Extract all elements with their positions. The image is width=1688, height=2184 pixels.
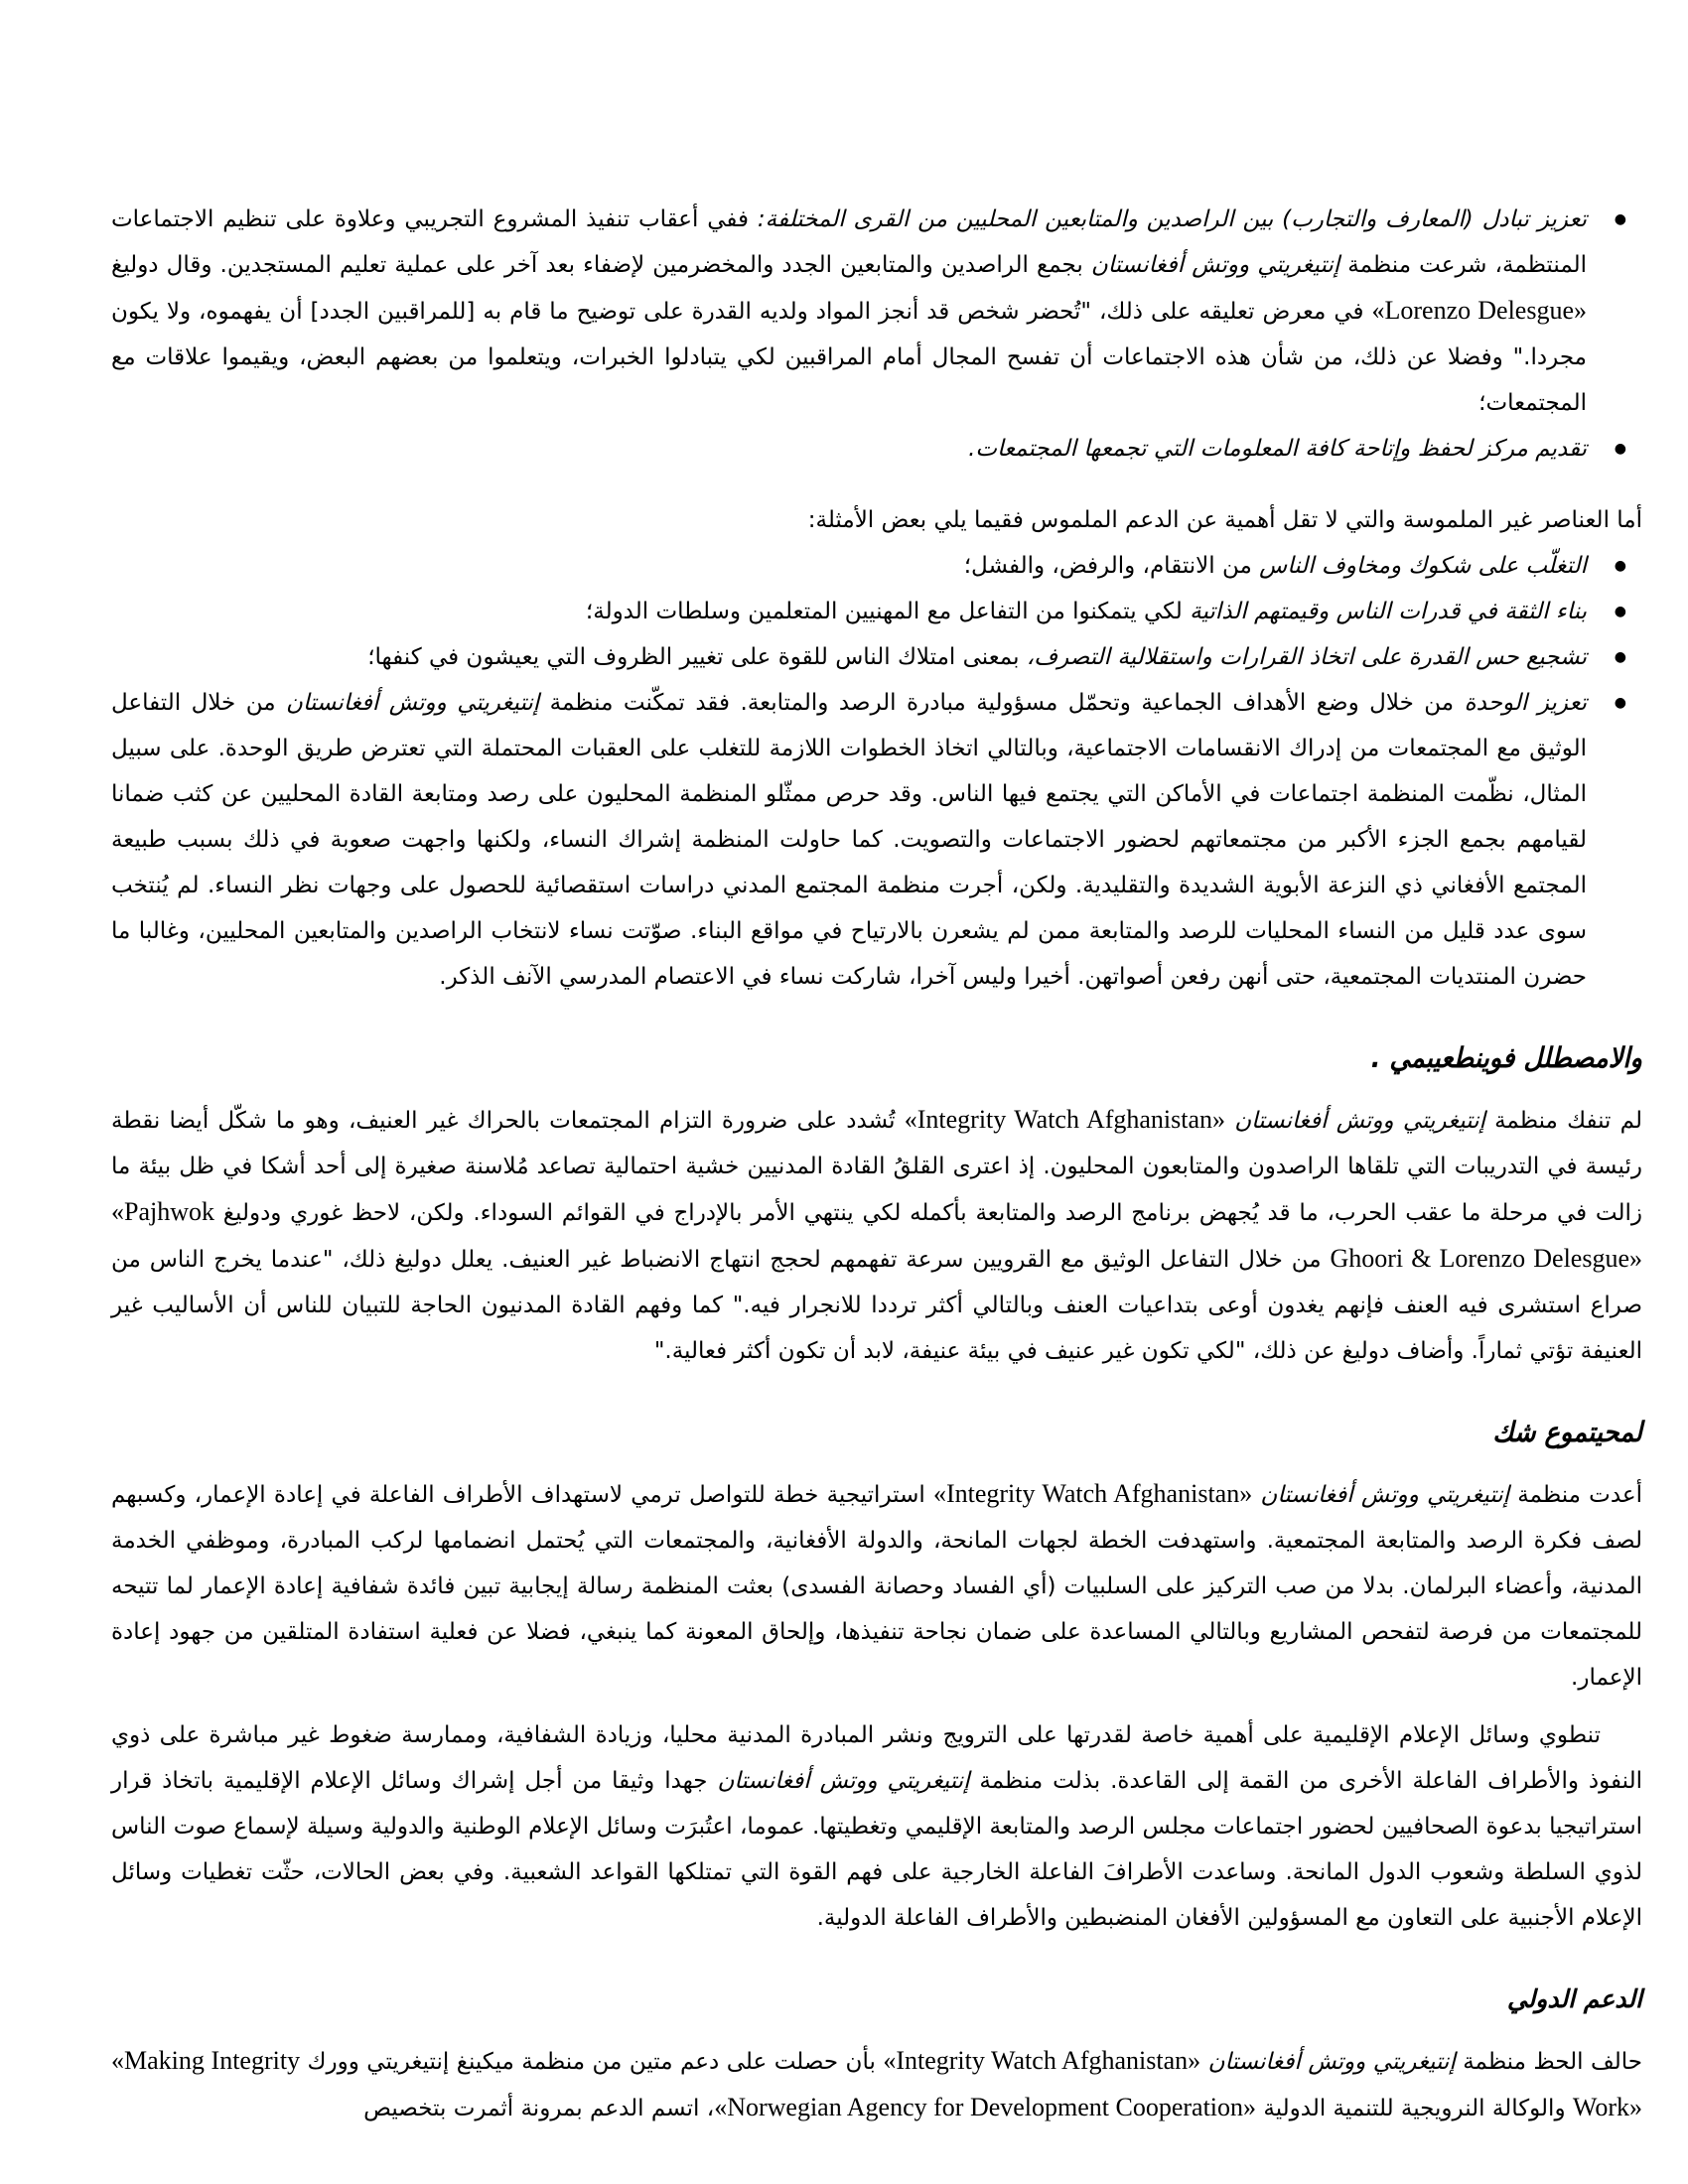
section-heading: والامصطلل فوينطعيبمي . <box>1370 1041 1642 1074</box>
paragraph <box>111 1471 1642 1701</box>
bullet-text <box>111 680 1587 1000</box>
text-run: تُشدد على ضرورة التزام المجتمعات بالحراك غير العنيف، وهو ما شكّل أيضا نقطة رئيسة في التدريبات التي تلقاها الراصدون والمتابعون المحليون. إذ اعترى القلقُ القادة المدنيين خشية احتمالية تصاعد مُلاسنة صغيرة إلى أحد أشكا في ظل بيئة ما زالت في مرحلة ما عقب الحرب، ما قد يُجهض برنامج الرصد والمتابعة بأكمله لكي ينتهي الأمر بالإدراج في القوائم السوداء. ولكن، لاحظ غوري ودوليغ <box>111 1108 1642 1226</box>
text-run: من خلال التفاعل الوثيق مع القرويين سرعة تفهمهم لحجج انتهاج الانضباط غير العنيف. يعلل دوليغ ذلك، "عندما يخرج الناس من صراع استشرى فيه العنف فإنهم يغدون أوعى بتداعيات العنف وبالتالي أكثر ترددا للانجرار فيه." كما وفهم القادة المدنيون الحاجة للتبيان للناس أن الأساليب غير العنيفة تؤتي ثماراً. وأضاف دوليغ عن ذلك، "لكي تكون غير عنيف في بيئة عنيفة، لابد أن تكون أكثر فعالية." <box>111 1247 1642 1364</box>
bullet-icon: ● <box>1614 695 1626 711</box>
text-run-latin: «Integrity Watch Afghanistan» <box>883 2046 1201 2075</box>
text-run: لكي يتمكنوا من التفاعل مع المهنيين المتعلمين وسلطات الدولة؛ <box>585 599 1183 624</box>
bullet-text <box>111 634 1587 680</box>
text-run: جهدا وثيقا من أجل إشراك وسائل الإعلام الإقليمية باتخاذ قرار استراتيجيا بدعوة الصحافيين لحضور اجتماعات مجلس الرصد والمتابعة الإقليمي وتغطيتها. عموما، اعتُبرَت وسائل الإعلام الوطنية والدولية وسيلة لإسماع صوت الناس لذوي السلطة وشعوب الدول المانحة. وساعدت الأطرافَ الفاعلة الخارجية على فهم القوة التي تمتلكها القواعد الشعبية. وفي بعض الحالات، حثّت تغطيات وسائل الإعلام الأجنبية على التعاون مع المسؤولين الأفغان المنضبطين والأطراف الفاعلة الدولية. <box>111 1768 1642 1931</box>
paragraph <box>111 1097 1642 1374</box>
text-run: أما العناصر غير الملموسة والتي لا تقل أهمية عن الدعم الملموس فقيما يلي بعض الأمثلة: <box>807 507 1642 533</box>
text-run: تقديم مركز لحفظ وإتاحة كافة المعلومات التي تجمعها المجتمعات. <box>968 436 1587 462</box>
text-run-latin: «Lorenzo Delesgue» <box>1371 296 1588 325</box>
bullet-text <box>111 543 1587 589</box>
text-run-latin: «Norwegian Agency for Development Cooperation» <box>714 2093 1257 2121</box>
text-run: ، اتسم الدعم بمرونة أثمرت بتخصيص <box>363 2096 715 2121</box>
text-run: إنتيغريتي ووتش أفغانستان <box>275 690 540 716</box>
text-run: إنتيغريتي ووتش أفغانستان <box>1252 1482 1509 1508</box>
bullet-text <box>111 589 1587 634</box>
text-run-latin: «Making Integrity Work» <box>111 2046 1642 2121</box>
text-run: من خلال التفاعل الوثيق مع المجتمعات من إدراك الانقسامات الاجتماعية، وبالتالي اتخاذ الخطوات اللازمة للتغلب على العقبات المحتملة التي تعترض طريق الوحدة. على سبيل المثال، نظّمت المنظمة اجتماعات في الأماكن التي يجتمع فيها الناس. وقد حرص ممثّلو المنظمة المحليون على رصد ومتابعة القادة المحليين عن كثب ضمانا لقيامهم بجمع الجزء الأكبر من مجتمعاتهم لحضور الاجتماعات والتصويت. كما حاولت المنظمة إشراك النساء، ولكنها واجهت صعوبة في ذلك بسبب طبيعة المجتمع الأفغاني ذي النزعة الأبوية الشديدة والتقليدية. ولكن، أجرت منظمة المجتمع المدني دراسات استقصائية للحصول على وجهات نظر النساء. لم يُنتخب سوى عدد قليل من النساء المحليات للرصد والمتابعة ممن لم يشعرن بالارتياح في مواقع البناء. صوّتت نساء لانتخاب الراصدين والمتابعين المحليين، وغالبا ما حضرن المنتديات المجتمعية، حتى أنهن رفعن أصواتهن. أخيرا وليس آخرا، شاركت نساء في الاعتصام المدرسي الآنف الذكر. <box>111 690 1587 990</box>
section-heading: لمحيتموع شك <box>1492 1416 1642 1448</box>
text-run-latin: «Integrity Watch Afghanistan» <box>904 1105 1226 1134</box>
document-body <box>111 197 1642 2131</box>
bullet-item <box>111 680 1642 1000</box>
paragraph <box>111 1712 1642 1941</box>
bullet-icon: ● <box>1614 558 1626 574</box>
text-run: تشجيع حس القدرة على اتخاذ القرارات واستقلالية التصرف، <box>1019 644 1587 670</box>
text-run: بناء الثقة في قدرات الناس وقيمتهم الذاتية <box>1182 599 1587 624</box>
text-run: التغلّب على شكوك ومخاوف الناس <box>1251 553 1587 579</box>
bullet-icon: ● <box>1614 211 1626 227</box>
text-run-latin: «Pajhwok Ghoori & Lorenzo Delesgue» <box>111 1197 1642 1273</box>
bullet-item <box>111 589 1642 634</box>
section-heading: الدعم الدولي <box>1506 1984 1642 2013</box>
bullet-item <box>111 426 1642 472</box>
text-run: لم تنفك منظمة <box>1484 1108 1642 1134</box>
text-run: بأن حصلت على دعم متين من منظمة ميكينغ إنتيغريتي وورك <box>300 2049 884 2075</box>
text-run: إنتيغريتي ووتش أفغانستان <box>1200 2049 1456 2075</box>
text-run: إنتيغريتي ووتش أفغانستان <box>1225 1108 1485 1134</box>
text-run: ففي أعقاب تنفيذ المشروع التجريبي وعلاوة على تنظيم الاجتماعات المنتظمة، شرعت منظمة <box>111 206 1588 278</box>
bullet-item <box>111 197 1642 426</box>
text-run: بجمع الراصدين والمتابعين الجدد والمخضرمين لإضفاء بعد آخر على عملية تعليم المستجدين. وقال دوليغ <box>111 252 1083 278</box>
text-run: بمعنى امتلاك الناس للقوة على تغيير الظروف التي يعيشون في كنفها؛ <box>367 644 1020 670</box>
paragraph <box>111 2038 1642 2131</box>
text-run: أعدت منظمة <box>1509 1482 1643 1508</box>
text-run: من الانتقام، والرفض، والفشل؛ <box>963 553 1252 579</box>
bullet-icon: ● <box>1614 604 1626 619</box>
text-run: تعزيز الوحدة <box>1454 690 1587 716</box>
bullet-icon: ● <box>1614 649 1626 665</box>
bullet-item <box>111 634 1642 680</box>
text-run-latin: «Integrity Watch Afghanistan» <box>932 1479 1253 1508</box>
text-run: تنطوي وسائل الإعلام الإقليمية على أهمية خاصة لقدرتها على الترويج ونشر المبادرة المدنية محليا، وزيادة الشفافية، وممارسة ضغوط غير مباشرة على ذوي النفوذ والأطراف الفاعلة الأخرى من القمة إلى القاعدة. بذلت منظمة <box>111 1722 1643 1794</box>
bullet-item <box>111 543 1642 589</box>
paragraph <box>111 497 1642 543</box>
text-run: تعزيز تبادل (المعارف والتجارب) بين الراصدين والمتابعين المحليين من القرى المختلفة: <box>749 206 1587 232</box>
bullet-text <box>111 197 1587 426</box>
text-run: إنتيغريتي ووتش أفغانستان <box>707 1768 970 1794</box>
text-run: في معرض تعليقه على ذلك، "تُحضر شخص قد أنجز المواد ولديه القدرة على توضيح ما قام به [للمراقبين الجدد] أن يفهموه، ولا يكون مجردا." وفضلا عن ذلك، من شأن هذه الاجتماعات أن تفسح المجال أمام المراقبين لكي يتبادلوا الخبرات، ويتعلموا من بعضهم البعض، ويقيموا علاقات مع المجتمعات؛ <box>111 299 1587 416</box>
text-run: استراتيجية خطة للتواصل ترمي لاستهداف الأطراف الفاعلة في إعادة الإعمار، وكسبهم لصف فكرة الرصد والمتابعة المجتمعية. واستهدفت الخطة لجهات المانحة، والدولة الأفغانية، والمجتمعات التي يُحتمل انضمامها لركب المبادرة، وموظفي الخدمة المدنية، وأعضاء البرلمان. بدلا من صب التركيز على السلبيات (أي الفساد وحصانة الفسدى) بعثت المنظمة رسالة إيجابية تبين فائدة شفافية إعادة الإعمار لما تتيحه للمجتمعات من فرصة لتفحص المشاريع وبالتالي المساعدة على ضمان نجاحة تنفيذها، وإلحاق المعونة كما ينبغي، فضلا عن فعلية استفادة المتلقين من جهود إعادة الإعمار. <box>111 1482 1642 1691</box>
text-run: حالف الحظ منظمة <box>1455 2049 1643 2075</box>
text-run: والوكالة النرويجية للتنمية الدولية <box>1256 2096 1573 2121</box>
text-run: إنتيغريتي ووتش أفغانستان <box>1082 252 1340 278</box>
bullet-text <box>111 426 1587 472</box>
text-run: من خلال وضع الأهداف الجماعية وتحمّل مسؤولية مبادرة الرصد والمتابعة. فقد تمكّنت منظمة <box>539 690 1455 716</box>
bullet-icon: ● <box>1614 441 1626 457</box>
